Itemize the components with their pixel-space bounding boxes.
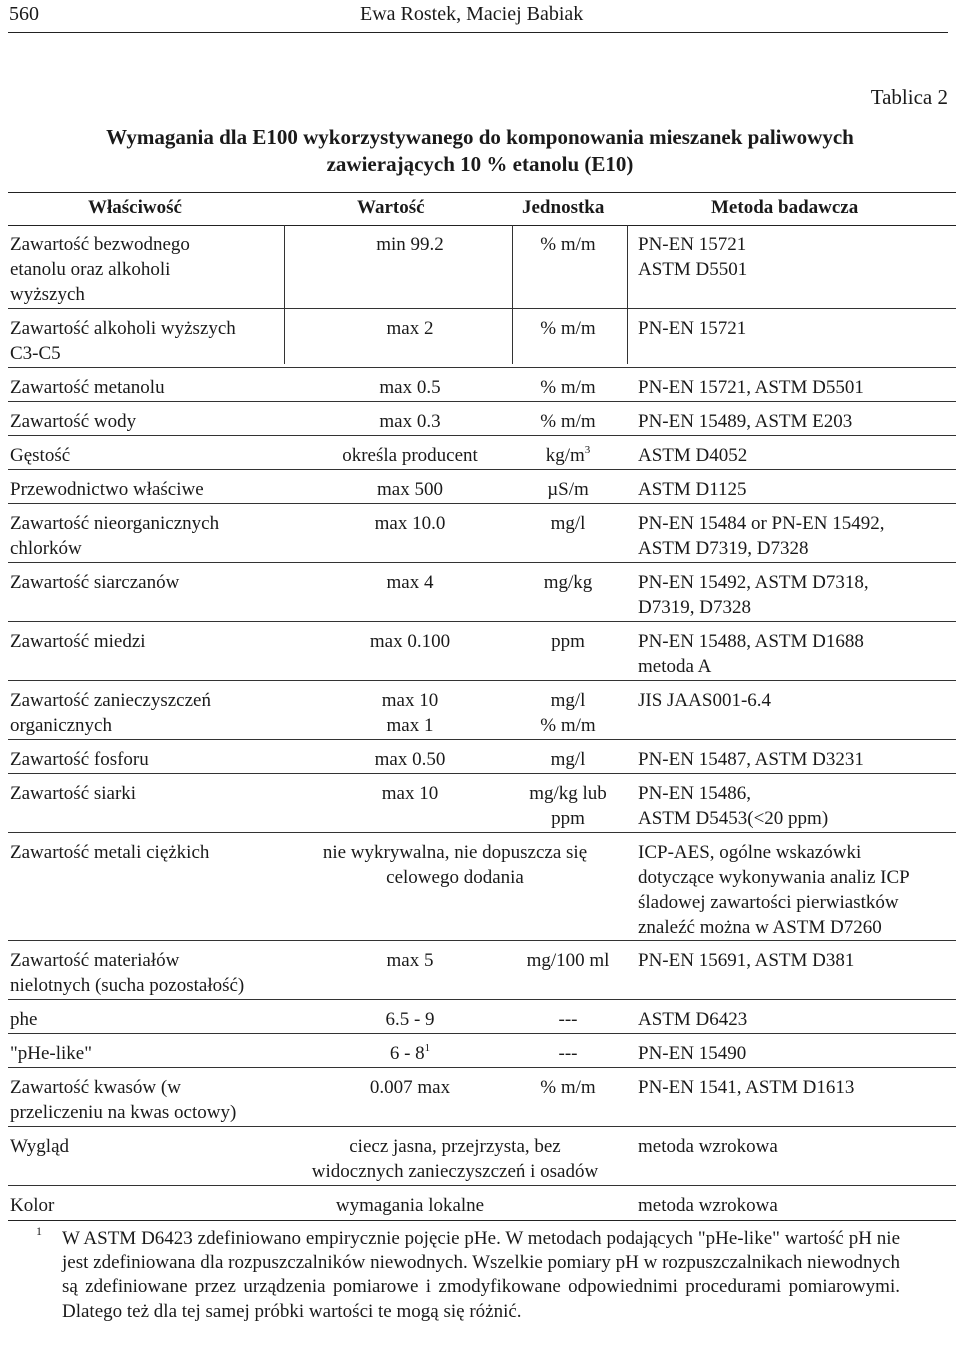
unit-cell: % m/m: [540, 1077, 596, 1098]
row-divider: [8, 739, 956, 740]
row-divider: [8, 621, 956, 622]
property-cell: Zawartość bezwodnego etanolu oraz alkoholi wyższych: [10, 234, 190, 305]
value-cell: ciecz jasna, przejrzysta, bez widocznych zanieczyszczeń i osadów: [311, 1136, 599, 1182]
property-cell: Gęstość: [10, 445, 71, 466]
row-divider: [8, 832, 956, 833]
column-header-property: Właściwość: [88, 197, 182, 218]
value-cell: nie wykrywalna, nie dopuszcza się celowego dodania: [322, 842, 588, 888]
value-cell: $6 - 8^1$: [389, 1041, 431, 1064]
property-cell: phe: [10, 1009, 38, 1030]
superscript: 3: [584, 443, 591, 456]
method-cell: PN-EN 15484 or PN-EN 15492, ASTM D7319, D7328: [638, 513, 885, 559]
unit-cell: $kg/m^3$: [545, 443, 591, 466]
value-cell: wymagania lokalne: [335, 1195, 485, 1216]
method-cell: ICP-AES, ogólne wskazówki dotyczące wykonywania analiz ICP śladowej zawartości pierwiastków znaleźć można w ASTM D7260: [638, 842, 910, 938]
method-cell: metoda wzrokowa: [638, 1136, 778, 1157]
property-cell: Zawartość wody: [10, 411, 137, 432]
row-divider: [8, 1126, 956, 1127]
row-divider: [8, 401, 956, 402]
value-cell: max 0.100: [369, 631, 451, 652]
superscript: 1: [424, 1041, 431, 1054]
running-head-authors: Ewa Rostek, Maciej Babiak: [360, 3, 584, 25]
value-cell: max 10: [381, 783, 439, 804]
unit-cell: mg/kg lub ppm: [529, 783, 607, 829]
value-cell: max 5: [386, 950, 434, 971]
unit-cell: ppm: [551, 631, 585, 652]
row-divider: [8, 1067, 956, 1068]
property-cell: Zawartość alkoholi wyższych C3-C5: [10, 318, 236, 364]
method-cell: metoda wzrokowa: [638, 1195, 778, 1216]
caption-line-2: zawierających 10 % etanolu (E10): [326, 152, 634, 176]
row-divider: [8, 562, 956, 563]
method-cell: PN-EN 15492, ASTM D7318, D7319, D7328: [638, 572, 869, 618]
method-cell: PN-EN 15489, ASTM E203: [638, 411, 853, 432]
value-cell: 0.007 max: [369, 1077, 451, 1098]
row-divider: [8, 503, 956, 504]
row-divider: [8, 367, 956, 368]
property-cell: Zawartość siarczanów: [10, 572, 180, 593]
property-cell: Zawartość siarki: [10, 783, 137, 804]
property-cell: Zawartość materiałów nielotnych (sucha pozostałość): [10, 950, 245, 996]
table-caption: [30, 124, 930, 178]
unit-cell: % m/m: [540, 234, 596, 255]
method-cell: PN-EN 15487, ASTM D3231: [638, 749, 864, 770]
row-divider: [8, 435, 956, 436]
unit-cell: ---: [558, 1043, 578, 1064]
table-header-rule: [8, 225, 956, 226]
value-cell: max 4: [386, 572, 434, 593]
page-number: 560: [9, 3, 39, 25]
method-cell: ASTM D4052: [638, 445, 748, 466]
property-cell: Zawartość zanieczyszczeń organicznych: [10, 690, 211, 736]
value-cell: max 0.50: [374, 749, 446, 770]
row-divider: [8, 773, 956, 774]
property-cell: Wygląd: [10, 1136, 70, 1157]
unit-cell: mg/l: [550, 749, 586, 770]
column-header-method: Metoda badawcza: [711, 197, 859, 218]
unit-cell: µS/m: [547, 479, 589, 500]
property-cell: "pHe-like": [10, 1043, 92, 1064]
row-divider: [8, 1033, 956, 1034]
method-cell: ASTM D1125: [638, 479, 747, 500]
method-cell: PN-EN 1541, ASTM D1613: [638, 1077, 855, 1098]
property-cell: Zawartość nieorganicznych chlorków: [10, 513, 220, 559]
property-cell: Kolor: [10, 1195, 55, 1216]
unit-cell: % m/m: [540, 377, 596, 398]
method-cell: PN-EN 15721 ASTM D5501: [638, 234, 748, 280]
footnote-text: W ASTM D6423 zdefiniowano empirycznie pojęcie pHe. W metodach podających "pHe-like" wartość pH nie jest zdefiniowana dla rozpuszczalników niewodnych. Wszelkie pomiary pH w rozpuszczalnikach niewodnych są zdefiniowane przez urządzenia pomiarowe i zmodyfikowane odpowiednimi procedurami pomiarowymi. Dlatego też dla tej samej próbki wartości te mogą się różnić.: [62, 1228, 900, 1322]
method-cell: ASTM D6423: [638, 1009, 748, 1030]
method-cell: PN-EN 15490: [638, 1043, 747, 1064]
method-cell: PN-EN 15488, ASTM D1688 metoda A: [638, 631, 864, 677]
table-label: Tablica 2: [870, 85, 948, 109]
table-top-rule: [8, 192, 956, 193]
method-cell: PN-EN 15486, ASTM D5453(<20 ppm): [638, 783, 829, 829]
unit-cell: mg/kg: [543, 572, 593, 593]
method-cell: PN-EN 15721: [638, 318, 747, 339]
page-header: [0, 0, 960, 32]
table-bottom-rule: [8, 1220, 956, 1221]
value-cell: max 0.3: [379, 411, 441, 432]
property-cell: Zawartość fosforu: [10, 749, 149, 770]
column-header-value: Wartość: [357, 197, 425, 218]
row-divider: [8, 469, 956, 470]
row-divider: [8, 999, 956, 1000]
value-cell: max 0.5: [379, 377, 441, 398]
footnote-mark: 1: [36, 1224, 42, 1238]
row-divider: [8, 940, 956, 941]
property-cell: Zawartość kwasów (w przeliczeniu na kwas octowy): [10, 1077, 237, 1123]
unit-cell: mg/l: [550, 513, 586, 534]
method-cell: PN-EN 15691, ASTM D381: [638, 950, 855, 971]
unit-cell: % m/m: [540, 318, 596, 339]
value-cell: max 2: [386, 318, 434, 339]
column-header-unit: Jednostka: [522, 197, 605, 218]
unit-cell: % m/m: [540, 411, 596, 432]
row-divider: [8, 1185, 956, 1186]
property-cell: Zawartość miedzi: [10, 631, 146, 652]
unit-cell: mg/l % m/m: [540, 690, 596, 736]
value-cell: max 10.0: [374, 513, 446, 534]
caption-line-1: Wymagania dla E100 wykorzystywanego do komponowania mieszanek paliwowych: [106, 125, 854, 149]
value-cell: min 99.2: [376, 234, 444, 255]
row-divider: [8, 680, 956, 681]
value-cell: określa producent: [342, 445, 478, 466]
value-cell: max 500: [377, 479, 443, 500]
property-cell: Przewodnictwo właściwe: [10, 479, 204, 500]
method-cell: PN-EN 15721, ASTM D5501: [638, 377, 864, 398]
value-cell: 6.5 - 9: [385, 1009, 435, 1030]
method-cell: JIS JAAS001-6.4: [638, 690, 772, 711]
unit-cell: ---: [558, 1009, 578, 1030]
property-cell: Zawartość metanolu: [10, 377, 165, 398]
header-rule: [8, 32, 948, 33]
unit-cell: mg/100 ml: [526, 950, 610, 971]
value-cell: max 10 max 1: [381, 690, 439, 736]
property-cell: Zawartość metali ciężkich: [10, 842, 210, 863]
row-divider: [8, 308, 956, 309]
